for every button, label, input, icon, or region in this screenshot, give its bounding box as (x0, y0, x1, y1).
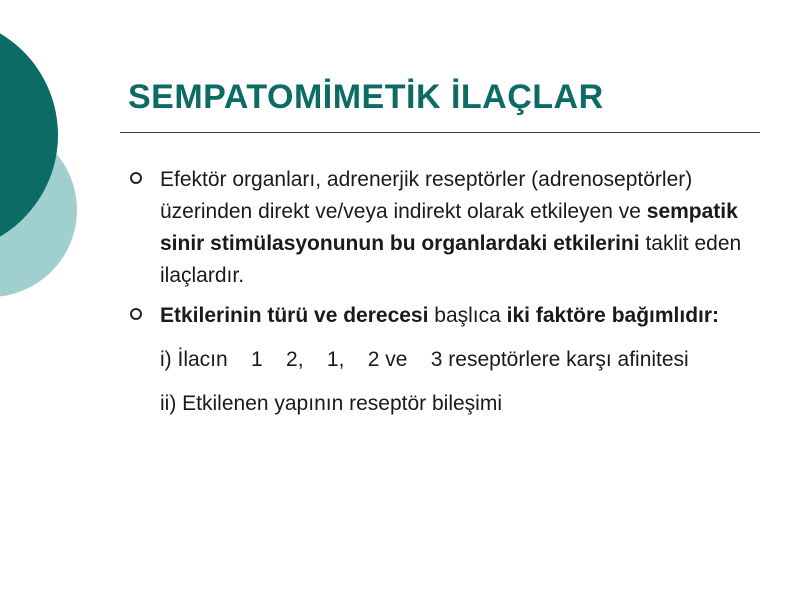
bullet-text-part: başlıca (428, 304, 507, 327)
bullet-definition (128, 164, 748, 292)
bullet-text (160, 168, 741, 287)
bullet-text (160, 304, 719, 327)
title-divider (120, 132, 760, 133)
sub-item-affinity: i) İlacın 1 2, 1, 2 ve 3 reseptörlere karşı afinitesi (160, 348, 689, 371)
bullet-text-bold: sempatik sinir stimülasyonunun bu organlardaki etkilerini (160, 200, 738, 255)
bullet-factors (128, 300, 748, 332)
decorative-circles (0, 0, 140, 330)
bullet-text-part: taklit eden ilaçlardır. (160, 232, 742, 287)
hollow-circle-bullet-icon (130, 308, 142, 320)
bullet-text-bold: iki faktöre bağımlıdır: (506, 304, 720, 327)
hollow-circle-bullet-icon (130, 172, 142, 184)
slide-content (128, 164, 748, 420)
bullet-text-part: Efektör organları, adrenerjik reseptörler (adrenoseptörler) üzerinden direkt ve/veya indirekt olarak etkileyen ve (160, 168, 693, 223)
bullet-text-bold: Etkilerinin türü ve derecesi (160, 304, 429, 327)
sub-item-receptor-composition: ii) Etkilenen yapının reseptör bileşimi (160, 392, 502, 415)
slide-title: SEMPATOMİMETİK İLAÇLAR (128, 78, 604, 116)
